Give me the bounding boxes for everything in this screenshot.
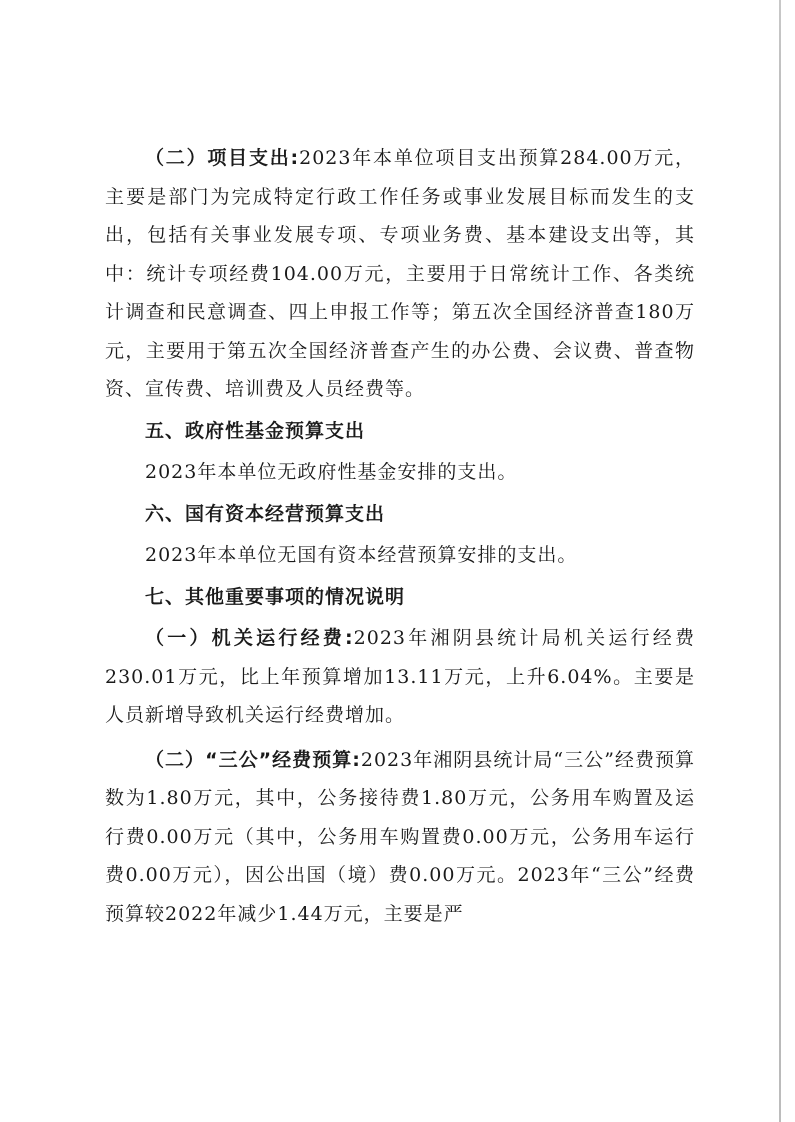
heading-state-capital: 六、国有资本经营预算支出 [145,502,386,525]
three-public-lead: （二）“三公”经费预算: [145,748,361,771]
document-body [105,139,695,933]
heading-government-fund: 五、政府性基金预算支出 [145,419,366,442]
state-capital-text: 2023年本单位无国有资本经营预算安排的支出。 [145,544,578,566]
three-public-text: 2023年湘阴县统计局“三公”经费预算数为1.80万元，其中，公务接待费1.80万元，公务用车购置及运行费0.00万元（其中，公务用车购置费0.00万元，公务用车运行费0.00万元），因公出国（境）费0.00万元。2023年“三公”经费预算较2022年减少1.44万元，主要是严 [105,748,696,925]
operating-expense-text: 2023年湘阴县统计局机关运行经费230.01万元，比上年预算增加13.11万元，上升6.04%。主要是人员新增导致机关运行经费增加。 [105,627,695,726]
project-expenditure-lead: （二）项目支出: [145,147,300,169]
operating-expense-paragraph [105,619,695,735]
heading-other-matters: 七、其他重要事项的情况说明 [145,585,406,608]
project-expenditure-paragraph [105,139,695,409]
operating-expense-lead: （一）机关运行经费: [145,627,354,649]
project-expenditure-text: 2023年本单位项目支出预算284.00万元，主要是部门为完成特定行政工作任务或事业发展目标而发生的支出，包括有关事业发展专项、专项业务费、基本建设支出等，其中：统计专项经费104.00万元，主要用于日常统计工作、各类统计调查和民意调查、四上申报工作等；第五次全国经济普查180万元，主要用于第五次全国经济普查产生的办公费、会议费、普查物资、宣传费、培训费及人员经费等。 [105,147,695,400]
three-public-paragraph [105,741,695,934]
government-fund-text: 2023年本单位无政府性基金安排的支出。 [145,461,518,483]
scan-edge-line [779,0,781,1122]
